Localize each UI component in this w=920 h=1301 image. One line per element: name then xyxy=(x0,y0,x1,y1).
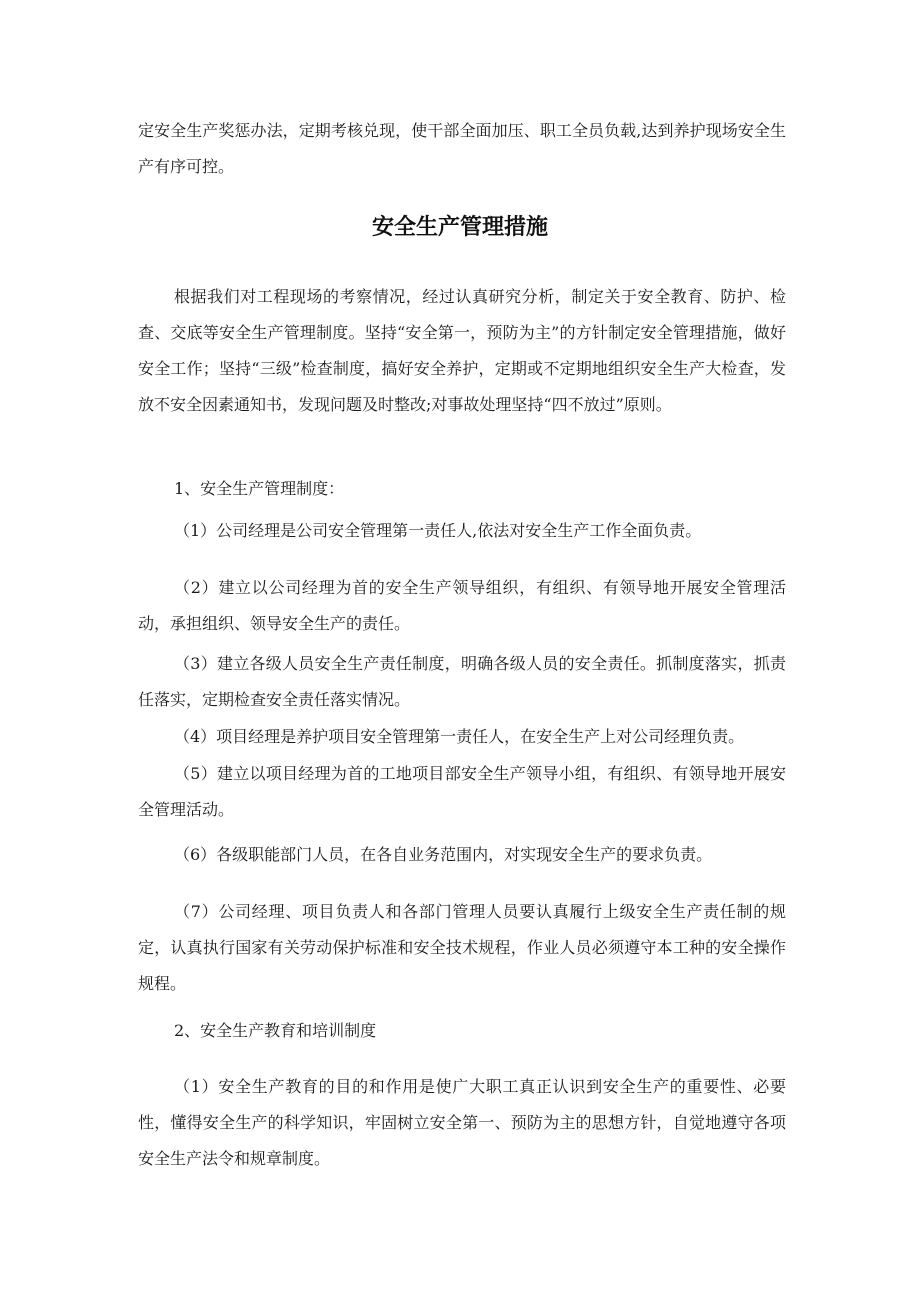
list-item: （1）安全生产教育的目的和作用是使广大职工真正认识到安全生产的重要性、必要性，懂得安全生产的科学知识，牢固树立安全第一、预防为主的思想方针，自觉地遵守各项安全生产法令和规章制度。 xyxy=(138,1077,786,1168)
list-item: （6）各级职能部门人员，在各自业务范围内，对实现安全生产的要求负责。 xyxy=(174,845,713,864)
page-title: 安全生产管理措施 xyxy=(371,215,548,240)
list-item: （7）公司经理、项目负责人和各部门管理人员要认真履行上级安全生产责任制的规定，认真执行国家有关劳动保护标准和安全技术规程，作业人员必须遵守本工种的安全操作规程。 xyxy=(138,902,786,993)
section-heading-2: 2、安全生产教育和培训制度 xyxy=(174,1021,377,1040)
lead-paragraph: 根据我们对工程现场的考察情况，经过认真研究分析，制定关于安全教育、防护、检查、交底等安全生产管理制度。坚持“安全第一，预防为主”的方针制定安全管理措施，做好安全工作；坚持“三级”检查制度，搞好安全养护，定期或不定期地组织安全生产大检查，发放不安全因素通知书，发现问题及时整改;对事故处理坚持“四不放过”原则。 xyxy=(138,287,786,414)
list-item: （2）建立以公司经理为首的安全生产领导组织，有组织、有领导地开展安全管理活动，承担组织、领导安全生产的责任。 xyxy=(138,578,786,633)
list-item: （3）建立各级人员安全生产责任制度，明确各级人员的安全责任。抓制度落实，抓责任落实，定期检查安全责任落实情况。 xyxy=(138,654,786,709)
list-item: （1）公司经理是公司安全管理第一责任人,依法对安全生产工作全面负责。 xyxy=(174,521,702,540)
section-heading-1: 1、安全生产管理制度： xyxy=(174,479,345,498)
list-item: （5）建立以项目经理为首的工地项目部安全生产领导小组，有组织、有领导地开展安全管理活动。 xyxy=(138,764,786,819)
list-item: （4）项目经理是养护项目安全管理第一责任人，在安全生产上对公司经理负责。 xyxy=(174,727,745,746)
intro-continuation-paragraph: 定安全生产奖惩办法，定期考核兑现，使干部全面加压、职工全员负载,达到养护现场安全生产有序可控。 xyxy=(138,121,786,176)
